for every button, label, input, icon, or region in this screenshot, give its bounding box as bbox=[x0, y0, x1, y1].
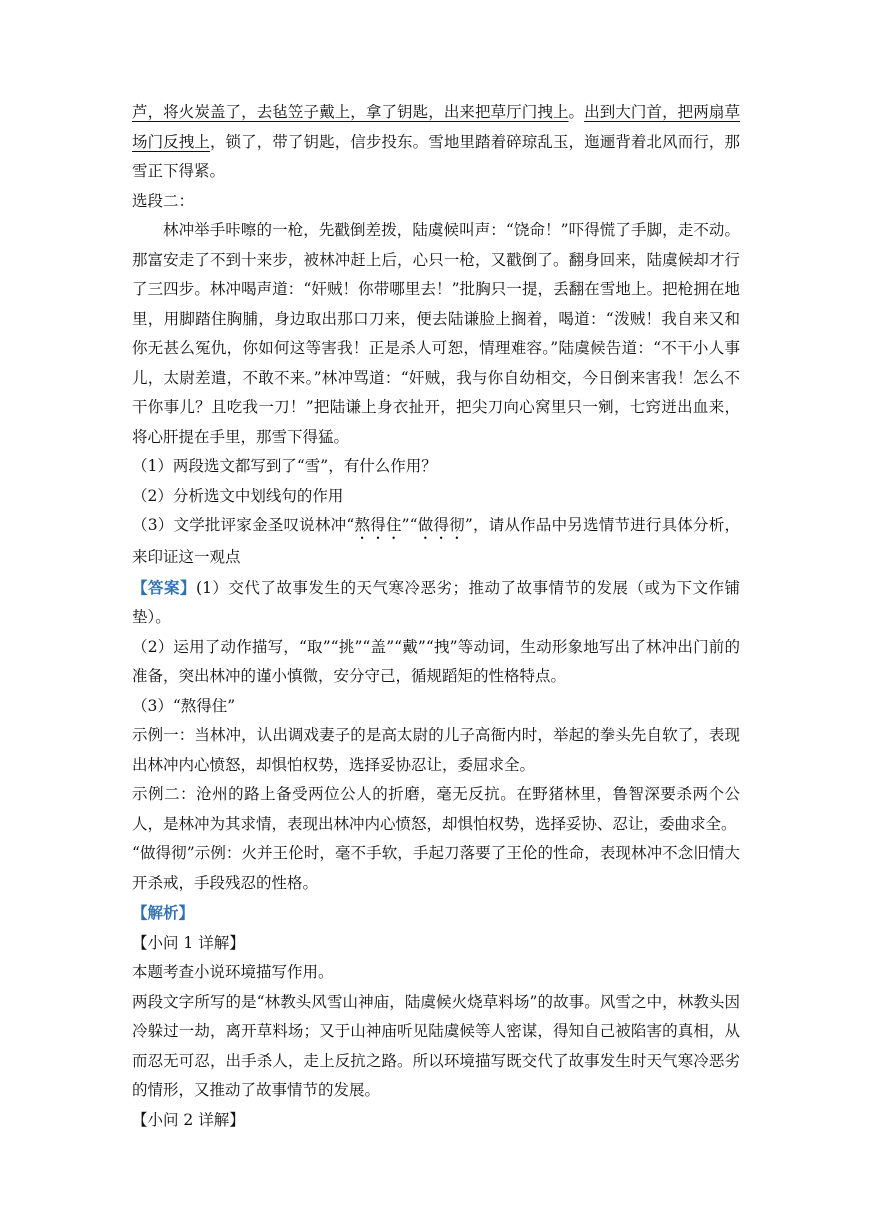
analysis-label bbox=[132, 898, 740, 929]
punctuation: 。 bbox=[568, 103, 585, 121]
sub-question-2-title: 【小问 2 详解】 bbox=[132, 1110, 245, 1129]
example-3: “做得彻”示例：火并王伦时，毫不手软，手起刀落要了王伦的性命，表现林冲不念旧情大开杀戒，手段残忍的性格。 bbox=[132, 844, 740, 892]
example-1: 示例一：当林冲，认出调戏妻子的是高太尉的儿子高衙内时，举起的拳头先自软了，表现出林冲内心愤怒，却惧怕权势，选择妥协忍让，委屈求全。 bbox=[132, 726, 740, 774]
answer-1-text: (1）交代了故事发生的天气寒冷恶劣；推动了故事情节的发展（或为下文作铺垫）。 bbox=[132, 578, 740, 626]
passage1-rest: ，锁了，带了钥匙，信步投东。雪地里踏着碎琼乱玉，迤逦背着北风而行，那雪正下得紧。 bbox=[132, 132, 740, 180]
sub-question-1-body: 两段文字所写的是“林教头风雪山神庙，陆虞候火烧草料场”的故事。风雪之中，林教头因冷躲过一劫，离开草料场；又于山神庙听见陆虞候等人密谋，得知自己被陷害的真相，从而忍无可忍，出手杀人，走上反抗之路。所以环境描写既交代了故事发生时天气寒冷恶劣的情形，又推动了故事情节的发展。 bbox=[132, 992, 740, 1099]
answer-2: （2）运用了动作描写，“取”“挑”“盖”“戴”“拽”等动词，生动形象地写出了林冲出门前的准备，突出林冲的谨小慎微，安分守己，循规蹈矩的性格特点。 bbox=[132, 637, 740, 685]
passage1-tail bbox=[132, 98, 740, 187]
question-3-text-a: （3）文学批评家金圣叹说林冲“ bbox=[132, 516, 355, 534]
emphasized-phrase-2: 做得彻 bbox=[417, 516, 465, 534]
sub-question-1-title: 【小问 1 详解】 bbox=[132, 933, 245, 952]
analysis-label-text: 【解析】 bbox=[132, 903, 195, 922]
section2-label: 选段二： bbox=[132, 191, 195, 210]
underlined-sentence-2: 出到大门首，把两扇草场 bbox=[132, 103, 740, 151]
emphasized-phrase-1: 熬得住 bbox=[354, 516, 402, 534]
example-2: 示例二：沧州的路上备受两位公人的折磨，毫无反抗。在野猪林里，鲁智深要杀两个公人，是林冲为其求情，表现出林冲内心愤怒，却惧怕权势，选择妥协、忍让，委曲求全。 bbox=[132, 785, 740, 833]
question-3-text-c: ”，请从作品中另选情节进行具体分析，来印证这一观点 bbox=[132, 516, 740, 566]
document-page bbox=[132, 98, 740, 1135]
answer-label: 【答案】 bbox=[132, 577, 197, 597]
underlined-sentence-2-cont: 门反拽上 bbox=[147, 132, 210, 151]
answer-1 bbox=[132, 573, 740, 633]
question-2: （2）分析选文中划线句的作用 bbox=[132, 486, 344, 505]
underlined-sentence-1: 芦，将火炭盖了，去毡笠子戴上，拿了钥匙，出来把草厅门拽上 bbox=[132, 103, 569, 121]
question-3 bbox=[132, 511, 740, 573]
question-1: （1）两段选文都写到了“雪”，有什么作用？ bbox=[132, 457, 437, 475]
sub-question-1-line1: 本题考查小说环境描写作用。 bbox=[132, 963, 334, 981]
passage2: 林冲举手咔嚓的一枪，先戳倒差拨，陆虞候叫声：“饶命！”吓得慌了手脚，走不动。那富安走了不到十来步，被林冲赶上后，心只一枪，又戳倒了。翻身回来，陆虞候却才行了三四步。林冲喝声道：“奸贼！你带哪里去！”批胸只一提，丢翻在雪地上。把枪拥在地里，用脚踏住胸脯，身边取出那口刀来，便去陆谦脸上搁着，喝道：“泼贼！我自来又和你无甚么冤仇，你如何这等害我！正是杀人可恕，情理难容。”陆虞候告道：“不干小人事儿，太尉差遣，不敢不来。”林冲骂道：“奸贼，我与你自幼相交，今日倒来害我！怎么不干你事儿？且吃我一刀！”把陆谦上身衣扯开，把尖刀向心窝里只一剜，七窍迸出血来，将心肝提在手里，那雪下得猛。 bbox=[132, 221, 740, 446]
question-3-text-b: ”“ bbox=[401, 516, 418, 534]
answer-3: （3）“熬得住” bbox=[132, 696, 236, 715]
